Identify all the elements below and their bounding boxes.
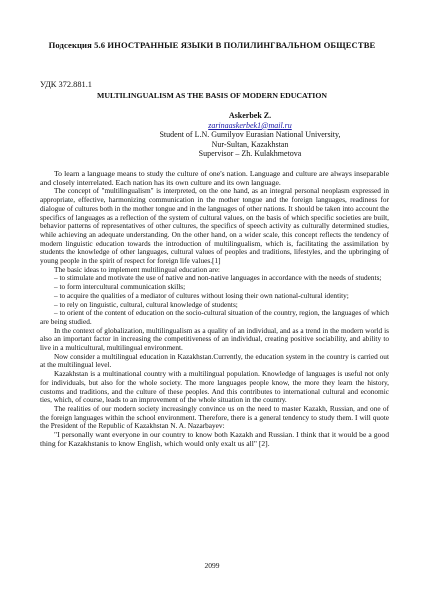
- list-item: – to acquire the qualities of a mediator of cultures without losing their own national-cultural identity;: [54, 290, 349, 300]
- quote-paragraph: "I personally want everyone in our country to know both Kazakh and Russian. I think that it would be a good thing for Kazakhstanis to know English, which would only exalt us all" [2].: [40, 430, 389, 448]
- affiliation-location: Nur-Sultan, Kazakhstan: [211, 139, 289, 149]
- list-item: – to form intercultural communication skills;: [54, 282, 186, 292]
- paragraph: Kazakhstan is a multinational country with a multilingual population. Knowledge of languages is useful not only for individuals, but also for the whole society. The more languages people know, the more they learn the history, customs and traditions, and the culture of these peoples. And this contributes to international cultural and economic ties, which, of course, leads to an improvement of the whole situation in the country.: [40, 369, 389, 405]
- paragraph: In the context of globalization, multilingualism as a quality of an individual, and as a trend in the modern world is also an important factor in increasing the competitiveness of an individual, creating positive sociability, and ability to live in a multicultural, multilingual environment.: [40, 325, 389, 353]
- page-number: 2099: [204, 561, 220, 570]
- list-item: – to rely on linguistic, cultural, cultural knowledge of students;: [54, 299, 238, 309]
- author-name: Askerbek Z.: [228, 111, 272, 120]
- section-header: Подсекция 5.6 ИНОСТРАННЫЕ ЯЗЫКИ В ПОЛИЛИНГВАЛЬНОМ ОБЩЕСТВЕ: [48, 40, 376, 50]
- paragraph: To learn a language means to study the culture of one's nation. Language and culture are always inseparable and closely interrelated. Each nation has its own culture and its own language.: [40, 169, 389, 187]
- udk-code: УДК 372.881.1: [40, 80, 92, 89]
- list-item: – to stimulate and motivate the use of native and non-native languages in accordance with the needs of students;: [54, 273, 382, 283]
- paragraph: The realities of our modern society increasingly convince us on the need to master Kazakh, Russian, and one of the foreign languages within the school environment. Therefore, there is a general tendency to study them. I will quote the President of the Republic of Kazakhstan N. A. Nazarbayev:: [40, 403, 389, 431]
- supervisor-line: Supervisor – Zh. Kulakhmetova: [198, 149, 302, 159]
- author-block: [155, 111, 345, 159]
- author-email-link[interactable]: zarinaaskerbek1@mail.ru: [208, 120, 292, 130]
- list-item: – to orient of the content of education on the socio-cultural situation of the country, region, the languages of which are being studied.: [40, 308, 389, 326]
- paragraph: The concept of "multilingualism" is interpreted, on the one hand, as an integral personal neoplasm expressed in appropriate, effective, harmonizing communication in the mother tongue and the foreign languages, readiness for dialogue of cultures both in the mother tongue and in the languages of other nations. It should be taken into account the specifics of languages as a reflection of the system of cultural values, on the basis of which specific societies are built, behavior patterns of representatives of other cultures, the specifics of speech activity as culturally determined studies, while achieving an adequate understanding. On the other hand, on a wider scale, this concept reflects the tendency of modern linguistic education towards the introduction of multilingualism, which is, facilitating the assimilation by students the knowledge of other languages, cultural values of peoples and traditions, lifestyles, and the upbringing of young people in the spirit of respect for foreign life values.[1]: [40, 186, 389, 266]
- paragraph: The basic ideas to implement multilingual education are:: [54, 264, 220, 274]
- article-title: MULTILINGUALISM AS THE BASIS OF MODERN EDUCATION: [96, 91, 328, 100]
- paragraph: Now consider a multilingual education in Kazakhstan.Currently, the education system in the country is carried out at the multilingual level.: [40, 351, 389, 370]
- article-body: [40, 170, 389, 449]
- affiliation-line: Student of L.N. Gumilyov Eurasian National University,: [159, 130, 341, 140]
